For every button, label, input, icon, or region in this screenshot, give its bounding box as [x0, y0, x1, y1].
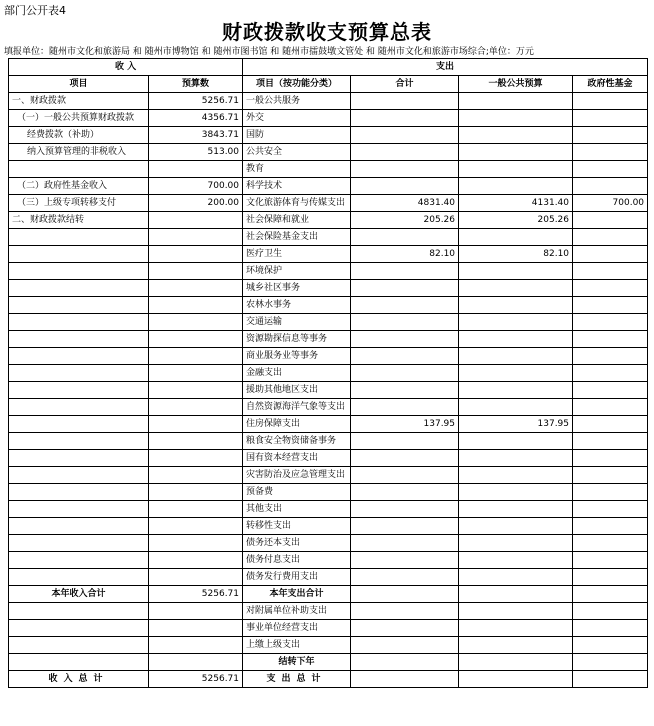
expense-general [459, 110, 573, 127]
expense-fund [573, 535, 648, 552]
grand-expense-general [459, 671, 573, 688]
table-row [9, 314, 648, 331]
income-item-empty [9, 314, 149, 331]
income-item-empty [9, 450, 149, 467]
expense-fund [573, 246, 648, 263]
expense-item: 社会保障和就业 [243, 212, 351, 229]
expense-total: 205.26 [351, 212, 459, 229]
table-row [9, 246, 648, 263]
grand-expense-total [351, 671, 459, 688]
expense-total [351, 348, 459, 365]
expense-total [351, 144, 459, 161]
expense-fund [573, 348, 648, 365]
year-expense-fund [573, 586, 648, 603]
table-row [9, 229, 648, 246]
income-amount-empty [149, 331, 243, 348]
income-header: 收 入 [9, 59, 243, 76]
income-item-empty [9, 603, 149, 620]
expense-item: 对附属单位补助支出 [243, 603, 351, 620]
expense-fund [573, 263, 648, 280]
expense-fund [573, 297, 648, 314]
reporting-unit-line: 填报单位：随州市文化和旅游局 和 随州市博物馆 和 随州市图书馆 和 随州市擂鼓墩文管处 和 随州市文化和旅游市场综合;单位：万元 [4, 47, 534, 57]
income-item-empty [9, 382, 149, 399]
expense-item: 国防 [243, 127, 351, 144]
income-item-empty [9, 263, 149, 280]
expense-item: 交通运输 [243, 314, 351, 331]
expense-item: 城乡社区事务 [243, 280, 351, 297]
expense-total: 4831.40 [351, 195, 459, 212]
expense-fund [573, 229, 648, 246]
carryover-fund [573, 654, 648, 671]
expense-total [351, 518, 459, 535]
expense-total [351, 552, 459, 569]
expense-total [351, 603, 459, 620]
year-income-total-label: 本年收入合计 [9, 586, 149, 603]
expense-general [459, 331, 573, 348]
expense-fund [573, 603, 648, 620]
income-amount-empty [149, 518, 243, 535]
expense-general [459, 501, 573, 518]
expense-fund [573, 382, 648, 399]
expense-item: 债务发行费用支出 [243, 569, 351, 586]
expense-total [351, 399, 459, 416]
income-amount-empty [149, 535, 243, 552]
table-row [9, 569, 648, 586]
expense-general: 82.10 [459, 246, 573, 263]
income-amount-empty [149, 484, 243, 501]
expense-general [459, 399, 573, 416]
year-expense-total-label: 本年支出合计 [243, 586, 351, 603]
expense-item: 粮食安全物资储备事务 [243, 433, 351, 450]
expense-item: 资源勘探信息等事务 [243, 331, 351, 348]
year-income-total-amount: 5256.71 [149, 586, 243, 603]
income-item: 经费拨款（补助） [9, 127, 149, 144]
income-item-empty [9, 365, 149, 382]
expense-general [459, 297, 573, 314]
income-item-empty [9, 399, 149, 416]
col-budget: 预算数 [149, 76, 243, 93]
carryover-total [351, 654, 459, 671]
income-amount-empty [149, 348, 243, 365]
income-amount: 5256.71 [149, 93, 243, 110]
col-item: 项目 [9, 76, 149, 93]
expense-item: 住房保障支出 [243, 416, 351, 433]
page-title: 财政拨款收支预算总表 [222, 20, 432, 44]
table-row [9, 637, 648, 654]
expense-header: 支出 [243, 59, 648, 76]
year-expense-general [459, 586, 573, 603]
expense-general [459, 620, 573, 637]
expense-total [351, 127, 459, 144]
expense-total [351, 467, 459, 484]
income-amount-empty [149, 382, 243, 399]
expense-item: 灾害防治及应急管理支出 [243, 467, 351, 484]
expense-fund [573, 212, 648, 229]
expense-item: 农林水事务 [243, 297, 351, 314]
expense-item: 教育 [243, 161, 351, 178]
table-row [9, 161, 648, 178]
income-item: （一）一般公共预算财政拨款 [9, 110, 149, 127]
income-item: （三）上级专项转移支付 [9, 195, 149, 212]
expense-item: 转移性支出 [243, 518, 351, 535]
expense-fund [573, 331, 648, 348]
expense-total [351, 501, 459, 518]
expense-item: 金融支出 [243, 365, 351, 382]
expense-fund [573, 365, 648, 382]
table-row [9, 365, 648, 382]
expense-item: 其他支出 [243, 501, 351, 518]
year-expense-total [351, 586, 459, 603]
expense-fund [573, 280, 648, 297]
income-item-empty [9, 433, 149, 450]
expense-item: 社会保险基金支出 [243, 229, 351, 246]
table-row [9, 399, 648, 416]
expense-fund [573, 620, 648, 637]
expense-general [459, 569, 573, 586]
header-row-columns [9, 76, 648, 93]
expense-total [351, 178, 459, 195]
expense-fund [573, 314, 648, 331]
grand-expense-fund [573, 671, 648, 688]
expense-item: 债务还本支出 [243, 535, 351, 552]
expense-item: 文化旅游体育与传媒支出 [243, 195, 351, 212]
expense-general [459, 637, 573, 654]
expense-general [459, 535, 573, 552]
income-item-empty [9, 637, 149, 654]
table-row [9, 433, 648, 450]
expense-item: 医疗卫生 [243, 246, 351, 263]
expense-fund [573, 518, 648, 535]
income-item-empty [9, 518, 149, 535]
expense-item: 事业单位经营支出 [243, 620, 351, 637]
expense-total [351, 365, 459, 382]
expense-total [351, 161, 459, 178]
income-item: 一、财政拨款 [9, 93, 149, 110]
table-row [9, 93, 648, 110]
expense-total [351, 110, 459, 127]
income-item-empty [9, 467, 149, 484]
expense-total [351, 569, 459, 586]
income-amount-empty [149, 399, 243, 416]
income-amount: 4356.71 [149, 110, 243, 127]
expense-total [351, 93, 459, 110]
expense-general [459, 348, 573, 365]
income-item-empty [9, 229, 149, 246]
expense-general [459, 433, 573, 450]
income-amount-empty [149, 280, 243, 297]
year-total-row [9, 586, 648, 603]
expense-item: 国有资本经营支出 [243, 450, 351, 467]
expense-item: 环境保护 [243, 263, 351, 280]
table-row [9, 518, 648, 535]
income-item: （二）政府性基金收入 [9, 178, 149, 195]
income-amount-empty [149, 297, 243, 314]
expense-item: 公共安全 [243, 144, 351, 161]
expense-general [459, 603, 573, 620]
carryover-row [9, 654, 648, 671]
expense-item: 债务付息支出 [243, 552, 351, 569]
expense-total [351, 535, 459, 552]
income-item-empty [9, 620, 149, 637]
col-exp-item: 项目（按功能分类） [243, 76, 351, 93]
expense-general [459, 144, 573, 161]
expense-fund [573, 433, 648, 450]
table-row [9, 552, 648, 569]
income-amount-empty [149, 246, 243, 263]
table-row [9, 501, 648, 518]
expense-item: 自然资源海洋气象等支出 [243, 399, 351, 416]
expense-total [351, 263, 459, 280]
header-row-group [9, 59, 648, 76]
expense-total [351, 297, 459, 314]
expense-item: 科学技术 [243, 178, 351, 195]
table-row [9, 620, 648, 637]
grand-income-amount: 5256.71 [149, 671, 243, 688]
expense-general [459, 467, 573, 484]
expense-fund: 700.00 [573, 195, 648, 212]
table-row [9, 297, 648, 314]
expense-fund [573, 110, 648, 127]
income-amount-empty [149, 654, 243, 671]
income-amount-empty [149, 637, 243, 654]
table-row [9, 603, 648, 620]
expense-fund [573, 93, 648, 110]
income-amount-empty [149, 433, 243, 450]
expense-total [351, 433, 459, 450]
expense-total [351, 450, 459, 467]
table-row [9, 467, 648, 484]
expense-total [351, 229, 459, 246]
expense-general [459, 484, 573, 501]
table-row [9, 331, 648, 348]
expense-item: 预备费 [243, 484, 351, 501]
income-item-empty [9, 331, 149, 348]
expense-fund [573, 450, 648, 467]
expense-general: 205.26 [459, 212, 573, 229]
income-item-empty [9, 654, 149, 671]
income-amount-empty [149, 603, 243, 620]
carryover-general [459, 654, 573, 671]
income-item-empty [9, 246, 149, 263]
expense-total [351, 484, 459, 501]
grand-expense-label: 支出总计 [243, 671, 351, 688]
expense-general [459, 178, 573, 195]
income-item-empty [9, 348, 149, 365]
grand-income-label: 收入总计 [9, 671, 149, 688]
expense-item: 一般公共服务 [243, 93, 351, 110]
table-row [9, 144, 648, 161]
col-general: 一般公共预算 [459, 76, 573, 93]
table-row [9, 535, 648, 552]
expense-fund [573, 178, 648, 195]
expense-fund [573, 569, 648, 586]
expense-fund [573, 416, 648, 433]
expense-fund [573, 144, 648, 161]
expense-item: 外交 [243, 110, 351, 127]
income-amount: 513.00 [149, 144, 243, 161]
expense-general [459, 382, 573, 399]
income-amount: 200.00 [149, 195, 243, 212]
table-row [9, 212, 648, 229]
expense-total [351, 314, 459, 331]
expense-fund [573, 637, 648, 654]
expense-fund [573, 127, 648, 144]
expense-fund [573, 467, 648, 484]
income-amount-empty [149, 467, 243, 484]
expense-general: 137.95 [459, 416, 573, 433]
col-total: 合计 [351, 76, 459, 93]
expense-fund [573, 399, 648, 416]
expense-fund [573, 552, 648, 569]
income-amount-empty [149, 416, 243, 433]
expense-fund [573, 484, 648, 501]
table-row [9, 382, 648, 399]
income-item-empty [9, 416, 149, 433]
income-item-empty [9, 501, 149, 518]
expense-total [351, 620, 459, 637]
expense-total [351, 382, 459, 399]
col-fund: 政府性基金 [573, 76, 648, 93]
table-row [9, 110, 648, 127]
expense-total: 82.10 [351, 246, 459, 263]
table-row [9, 450, 648, 467]
table-row [9, 127, 648, 144]
expense-general: 4131.40 [459, 195, 573, 212]
income-item: 纳入预算管理的非税收入 [9, 144, 149, 161]
expense-general [459, 314, 573, 331]
expense-general [459, 518, 573, 535]
table-row [9, 280, 648, 297]
table-row [9, 195, 648, 212]
income-amount [149, 161, 243, 178]
income-item: 二、财政拨款结转 [9, 212, 149, 229]
income-amount-empty [149, 365, 243, 382]
income-item-empty [9, 535, 149, 552]
budget-table [8, 58, 648, 688]
expense-item: 援助其他地区支出 [243, 382, 351, 399]
income-amount-empty [149, 569, 243, 586]
income-amount [149, 212, 243, 229]
expense-fund [573, 161, 648, 178]
expense-total [351, 331, 459, 348]
expense-total [351, 280, 459, 297]
income-amount-empty [149, 314, 243, 331]
expense-general [459, 263, 573, 280]
grand-total-row [9, 671, 648, 688]
expense-general [459, 127, 573, 144]
expense-total: 137.95 [351, 416, 459, 433]
table-row [9, 416, 648, 433]
income-amount-empty [149, 620, 243, 637]
income-amount-empty [149, 552, 243, 569]
expense-fund [573, 501, 648, 518]
income-item-empty [9, 297, 149, 314]
expense-general [459, 365, 573, 382]
income-item-empty [9, 569, 149, 586]
expense-general [459, 93, 573, 110]
income-amount-empty [149, 450, 243, 467]
income-item-empty [9, 552, 149, 569]
expense-general [459, 161, 573, 178]
expense-general [459, 450, 573, 467]
expense-item: 上缴上级支出 [243, 637, 351, 654]
table-row [9, 263, 648, 280]
table-row [9, 484, 648, 501]
income-item-empty [9, 280, 149, 297]
income-amount: 700.00 [149, 178, 243, 195]
table-row [9, 178, 648, 195]
expense-general [459, 229, 573, 246]
expense-general [459, 280, 573, 297]
expense-item: 商业服务业等事务 [243, 348, 351, 365]
income-amount: 3843.71 [149, 127, 243, 144]
carryover-label: 结转下年 [243, 654, 351, 671]
expense-general [459, 552, 573, 569]
expense-total [351, 637, 459, 654]
income-item [9, 161, 149, 178]
document-label: 部门公开表4 [4, 4, 66, 17]
income-amount-empty [149, 263, 243, 280]
table-row [9, 348, 648, 365]
income-item-empty [9, 484, 149, 501]
income-amount-empty [149, 229, 243, 246]
income-amount-empty [149, 501, 243, 518]
